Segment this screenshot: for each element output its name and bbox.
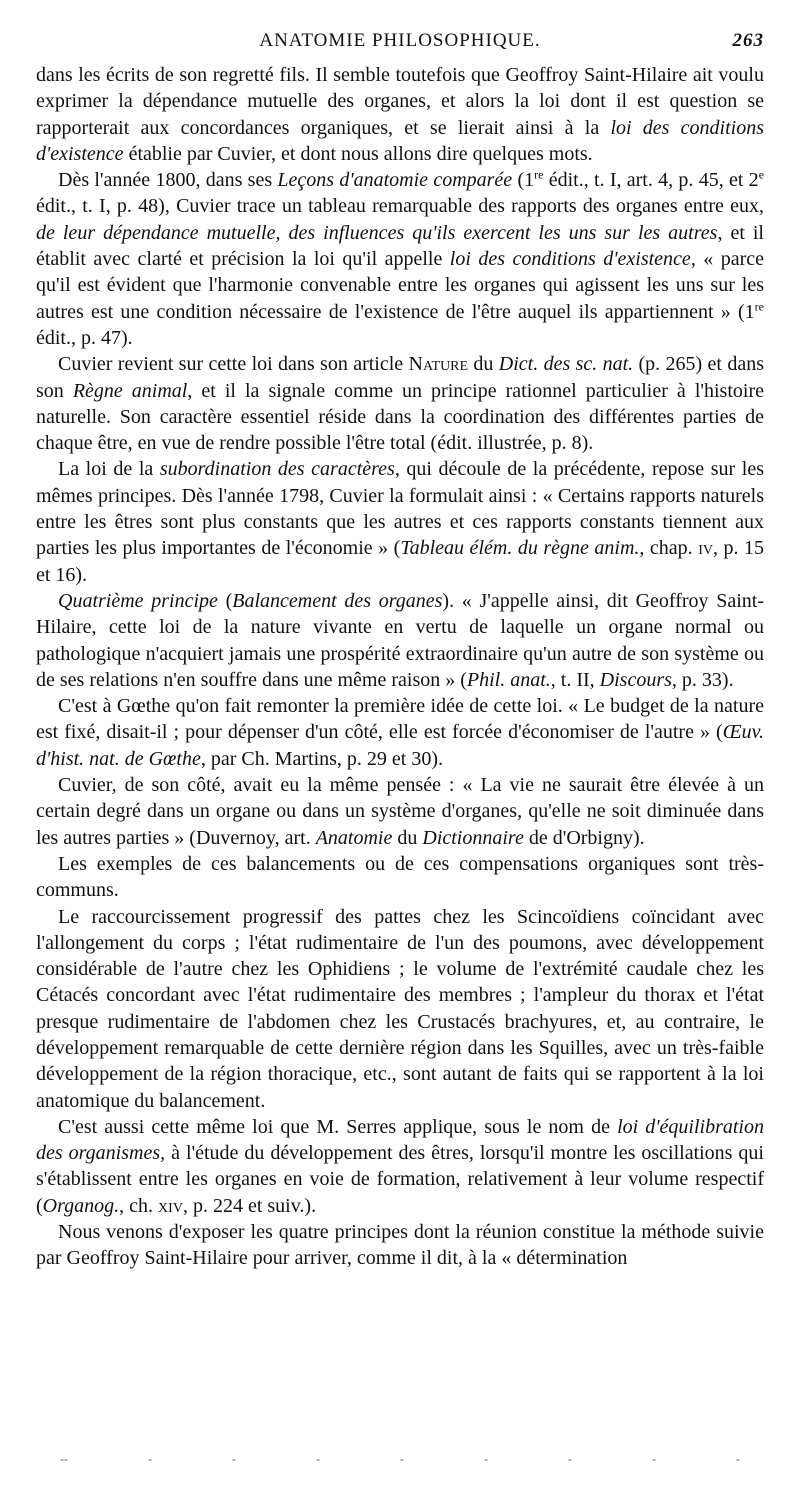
paragraph-6: C'est à Gœthe qu'on fait remonter la première idée de cette loi. « Le budget de la nature est fixé, disait-il ; pour dépenser d'un côté, elle est forcée d'économiser de l'autre » (Œuv. d'hist. nat. de Gœthe, par Ch. Martins, p. 29 et 30). [36, 695, 764, 770]
footer-mark: - [736, 1452, 740, 1466]
paragraph-10: C'est aussi cette même loi que M. Serres applique, sous le nom de loi d'équilibration des organismes, à l'étude du développement des êtres, lorsqu'il montre les oscillations qui s'établissent entre les organes en voie de formation, relativement à leur volume respectif (Organog., ch. xiv, p. 224 et suiv.). [36, 1115, 764, 1217]
paragraph-9: Le raccourcissement progressif des pattes chez les Scincoïdiens coïncidant avec l'allongement du corps ; l'état rudimentaire de l'un des poumons, avec développement considérable de l'autre chez les Ophidiens ; le volume de l'extrémité caudale chez les Cétacés concordant avec l'état rudimentaire des membres ; l'ampleur du thorax et l'état presque rudimentaire de l'abdomen chez les Crustacés brachyures, et, au contraire, le développement remarquable de cette dernière région dans les Squilles, avec un très-faible développement de la région thoracique, etc., sont autant de faits qui se rapportent à la loi anatomique du balancement. [36, 905, 764, 1112]
paragraph-2: Dès l'année 1800, dans ses Leçons d'anatomie comparée (1re édit., t. I, art. 4, p. 45, et 2e édit., t. I, p. 48), Cuvier trace un tableau remarquable des rapports des organes entre eux, de leur dépendance mutuelle, des influences qu'ils exercent les uns sur les autres, et il établit avec clarté et précision la loi qu'il appelle loi des conditions d'existence, « parce qu'il est évident que l'harmonie convenable entre les organes qui agissent les uns sur les autres est une condition nécessaire de l'existence de l'être auquel ils appartiennent » (1re édit., p. 47). [36, 167, 765, 349]
page-body [36, 62, 764, 1272]
paragraph-7: Cuvier, de son côté, avait eu la même pensée : « La vie ne saurait être élevée à un certain degré dans un organe ou dans un système d'organes, qu'elle ne soit diminuée dans les autres parties » (Duvernoy, art. Anatomie du Dictionnaire de d'Orbigny). [36, 774, 764, 849]
footer-mark: - [148, 1452, 152, 1466]
footer-mark: - [484, 1452, 488, 1466]
paragraph-11: Nous venons d'exposer les quatre principes dont la réunion constitue la méthode suivie par Geoffroy Saint-Hilaire pour arriver, comme il dit, à la « détermination [36, 1221, 764, 1270]
footer-mark: - [316, 1452, 320, 1466]
paragraph-5: Quatrième principe (Balancement des organes). « J'appelle ainsi, dit Geoffroy Saint-Hilaire, cette loi de la nature vivante en vertu de laquelle un organe normal ou pathologique n'acquiert jamais une prospérité extraordinaire qu'un autre de son système ou de ses relations n'en souffre dans une même raison » (Phil. anat., t. II, Discours, p. 33). [36, 589, 765, 691]
footer-mark: -- [60, 1452, 68, 1466]
footer-mark: - [232, 1452, 236, 1466]
running-header [36, 30, 764, 60]
footer-marks [60, 1452, 740, 1466]
paragraph-3: Cuvier revient sur cette loi dans son article Nature du Dict. des sc. nat. (p. 265) et dans son Règne animal, et il la signale comme un principe rationnel particulier à l'histoire naturelle. Son caractère essentiel réside dans la coordination des différentes parties de chaque être, en vue de rendre possible l'être total (édit. illustrée, p. 8). [36, 353, 765, 455]
paragraph-4: La loi de la subordination des caractères, qui découle de la précédente, repose sur les mêmes principes. Dès l'année 1798, Cuvier la formulait ainsi : « Certains rapports naturels entre les êtres sont plus constants que les autres et ces rapports constants tiennent aux parties les plus importantes de l'économie » (Tableau élém. du règne anim., chap. iv, p. 15 et 16). [36, 458, 765, 586]
paragraph-8: Les exemples de ces balancements ou de ces compensations organiques sont très-communs. [36, 852, 764, 902]
footer-mark: - [652, 1452, 656, 1466]
footer-mark: - [568, 1452, 572, 1466]
running-title: ANATOMIE PHILOSOPHIQUE. [259, 30, 541, 51]
page-number: 263 [732, 30, 764, 51]
footer-mark: - [400, 1452, 404, 1466]
paragraph-1: dans les écrits de son regretté fils. Il semble toutefois que Geoffroy Saint-Hilaire ait voulu exprimer la dépendance mutuelle des organes, et alors la loi dont il est question se rapporterait aux concordances organiques, et se lierait ainsi à la loi des conditions d'existence établie par Cuvier, et dont nous allons dire quelques mots. [36, 64, 764, 165]
